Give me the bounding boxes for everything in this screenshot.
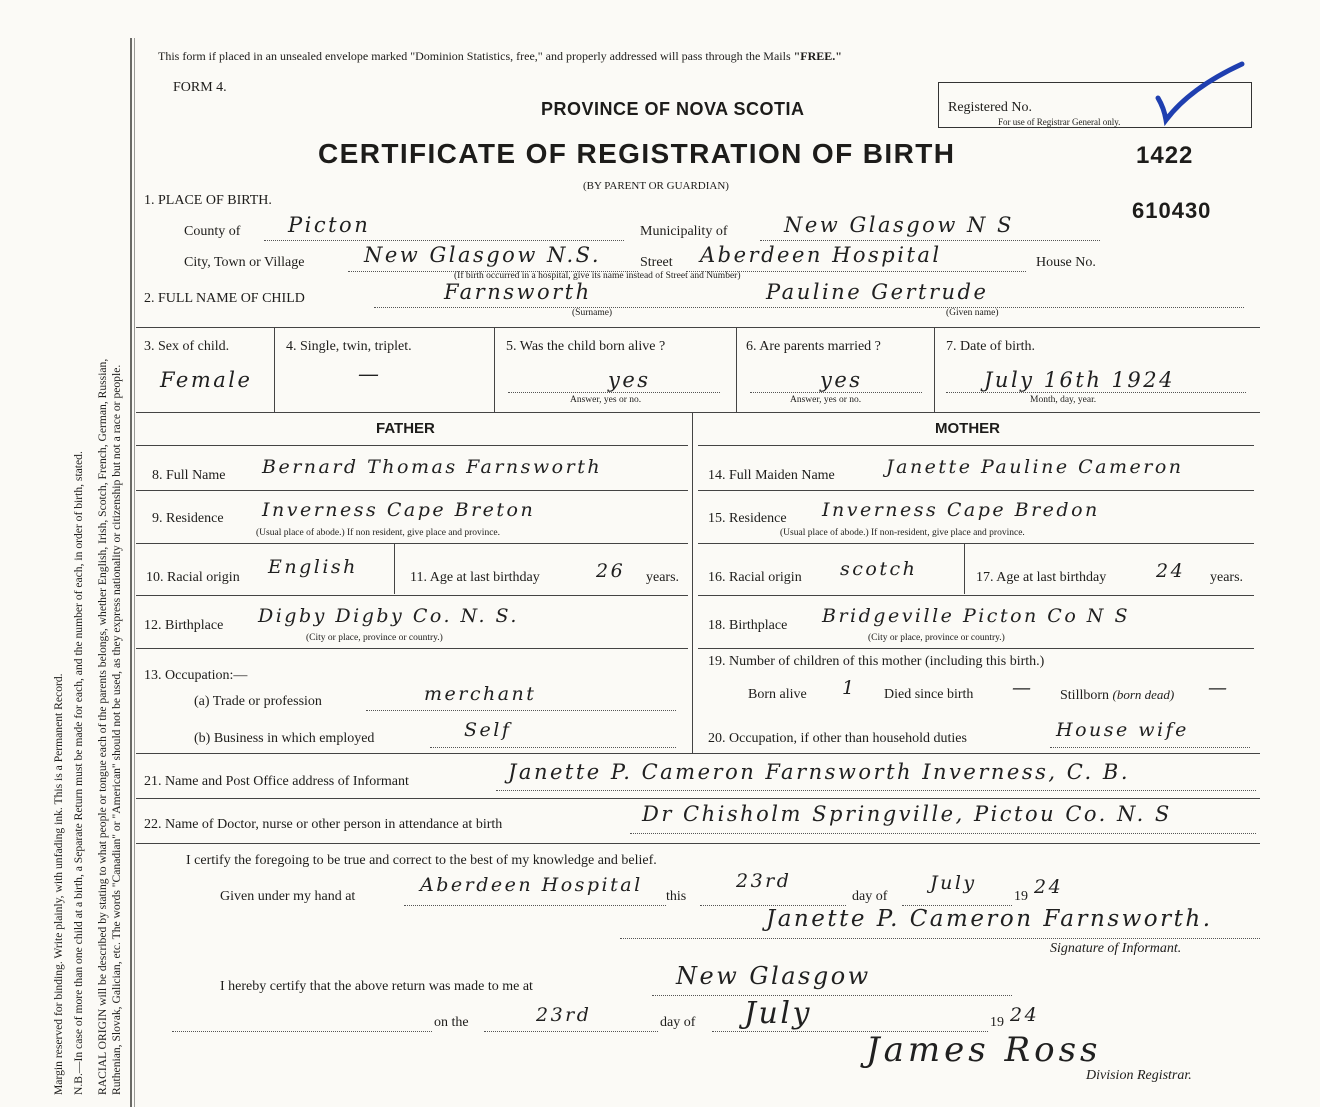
col-sep-1 xyxy=(274,328,275,412)
given-year-prefix: 19 xyxy=(1014,889,1028,904)
doctor-value: Dr Chisholm Springville, Pictou Co. N. S xyxy=(642,802,1172,826)
registrar-day-value: 23rd xyxy=(536,1004,592,1026)
multiple-birth-value: — xyxy=(358,362,382,386)
mother-residence-note: (Usual place of abode.) If non-resident, give place and province. xyxy=(780,528,1025,538)
parent-divider xyxy=(692,413,693,753)
surname-note: (Surname) xyxy=(572,308,613,318)
died-since-birth-value: — xyxy=(1012,677,1034,699)
doctor-label: 22. Name of Doctor, nurse or other person in attendance at birth xyxy=(144,817,503,832)
child-given-name: Pauline Gertrude xyxy=(766,280,989,304)
mother-occupation-value: House wife xyxy=(1056,719,1189,741)
mother-row-rule-1 xyxy=(698,490,1254,491)
mother-header-rule xyxy=(698,445,1254,446)
informant-value: Janette P. Cameron Farnsworth Inverness, C. B. xyxy=(508,760,1130,784)
father-age-years: years. xyxy=(646,570,680,585)
county-label: County of xyxy=(184,224,241,239)
mother-residence-value: Inverness Cape Bredon xyxy=(822,499,1100,521)
binding-margin xyxy=(0,0,132,1107)
given-day-value: 23rd xyxy=(736,870,792,892)
stamp-number-1: 1422 xyxy=(1136,142,1194,169)
father-trade-line xyxy=(366,710,676,711)
father-trade-label: (a) Trade or profession xyxy=(194,694,322,709)
sex-label: 3. Sex of child. xyxy=(144,339,230,354)
doctor-line xyxy=(630,833,1256,834)
certificate-subtitle: (BY PARENT OR GUARDIAN) xyxy=(583,180,729,192)
child-surname: Farnsworth xyxy=(444,280,592,304)
registrar-year-value: 24 xyxy=(1010,1004,1040,1026)
informant-signature-line xyxy=(620,938,1260,939)
registrar-lead-line xyxy=(172,1031,432,1032)
registrar-year-prefix: 19 xyxy=(990,1015,1004,1030)
mother-age-sep xyxy=(964,544,965,594)
given-year-value: 24 xyxy=(1034,876,1064,898)
division-registrar-label: Division Registrar. xyxy=(1086,1068,1192,1083)
father-business-line xyxy=(430,747,676,748)
registrar-certify-text: I hereby certify that the above return was made to me at xyxy=(220,979,533,994)
mother-occupation-label: 20. Occupation, if other than household duties xyxy=(708,731,967,746)
mother-children-label: 19. Number of children of this mother (including this birth.) xyxy=(708,654,1045,669)
stamp-number-2: 610430 xyxy=(1132,198,1212,223)
father-row-rule-2 xyxy=(136,543,688,544)
informant-line xyxy=(496,790,1256,791)
father-residence-note: (Usual place of abode.) If non resident, give place and province. xyxy=(256,528,500,538)
father-name-label: 8. Full Name xyxy=(152,468,226,483)
father-header-rule xyxy=(136,445,688,446)
mother-row-rule-3 xyxy=(698,595,1254,596)
on-the-label: on the xyxy=(434,1015,469,1030)
father-header: FATHER xyxy=(376,420,435,437)
born-alive-note: Answer, yes or no. xyxy=(570,395,642,405)
certificate-title: CERTIFICATE OF REGISTRATION OF BIRTH xyxy=(318,138,956,169)
mother-occupation-line xyxy=(1050,747,1250,748)
informant-signature-label: Signature of Informant. xyxy=(1050,941,1182,956)
father-trade-value: merchant xyxy=(424,683,537,705)
mother-name-label: 14. Full Maiden Name xyxy=(708,468,835,483)
parents-bottom-rule xyxy=(136,753,1260,754)
father-birthplace-value: Digby Digby Co. N. S. xyxy=(258,605,519,627)
born-alive-line xyxy=(508,392,720,393)
place-of-birth-section: 1. PLACE OF BIRTH. xyxy=(144,193,272,208)
margin-rule xyxy=(130,38,132,1107)
father-residence-label: 9. Residence xyxy=(152,511,224,526)
father-name-value: Bernard Thomas Farnsworth xyxy=(262,456,603,478)
mother-birthplace-value: Bridgeville Picton Co N S xyxy=(822,605,1130,627)
date-of-birth-value: July 16th 1924 xyxy=(984,368,1176,392)
informant-signature: Janette P. Cameron Farnsworth. xyxy=(766,906,1213,932)
father-birthplace-note: (City or place, province or country.) xyxy=(306,633,443,643)
father-age-sep xyxy=(394,544,395,594)
registrar-month-value: July xyxy=(744,996,812,1031)
mother-age-years: years. xyxy=(1210,570,1244,585)
mother-header: MOTHER xyxy=(935,420,1000,437)
father-row-rule-3 xyxy=(136,595,688,596)
registered-number-note: For use of Registrar General only. xyxy=(998,117,1121,127)
father-row-rule-4 xyxy=(136,648,688,649)
city-value: New Glasgow N.S. xyxy=(364,243,601,267)
col-sep-2 xyxy=(494,328,495,412)
date-of-birth-label: 7. Date of birth. xyxy=(946,339,1036,354)
stillborn-value: — xyxy=(1208,677,1230,699)
given-day-of-label: day of xyxy=(852,889,888,904)
municipality-value: New Glasgow N S xyxy=(784,213,1014,237)
informant-rule xyxy=(136,798,1260,799)
born-alive-count-label: Born alive xyxy=(748,687,807,702)
date-of-birth-note: Month, day, year. xyxy=(1030,395,1097,405)
street-note: (If birth occurred in a hospital, give its name instead of Street and Number) xyxy=(454,271,741,281)
born-alive-value: yes xyxy=(608,368,651,392)
mother-racial-label: 16. Racial origin xyxy=(708,570,802,585)
row-divider-bottom xyxy=(136,412,1260,413)
certification-text: I certify the foregoing to be true and correct to the best of my knowledge and belief. xyxy=(186,853,657,868)
county-value: Picton xyxy=(288,213,371,237)
given-this-label: this xyxy=(666,889,687,904)
stillborn-label: Stillborn (born dead) xyxy=(1060,687,1175,703)
given-place-value: Aberdeen Hospital xyxy=(420,874,643,896)
municipality-line xyxy=(760,240,1100,241)
parents-married-value: yes xyxy=(820,368,863,392)
father-occupation-label: 13. Occupation:— xyxy=(144,668,248,683)
father-racial-value: English xyxy=(268,556,358,578)
margin-rule-inner xyxy=(134,38,135,1107)
father-racial-label: 10. Racial origin xyxy=(146,570,240,585)
municipality-label: Municipality of xyxy=(640,224,728,239)
died-since-birth-label: Died since birth xyxy=(884,687,974,702)
registrar-day-line xyxy=(484,1031,658,1032)
mother-residence-label: 15. Residence xyxy=(708,511,787,526)
registered-number-label: Registered No. xyxy=(948,100,1032,115)
informant-label: 21. Name and Post Office address of Informant xyxy=(144,774,409,789)
parents-married-label: 6. Are parents married ? xyxy=(746,339,881,354)
margin-note-racial-origin-cont: Ruthenian, Slovak, Galician, etc. The words "Canadian" or "American" should not be used, as they express nationality or citizenship but not a race or people. xyxy=(110,364,123,1095)
mother-row-rule-2 xyxy=(698,543,1254,544)
street-label: Street xyxy=(640,255,673,270)
mother-age-value: 24 xyxy=(1156,560,1186,582)
sex-value: Female xyxy=(160,368,253,392)
multiple-birth-label: 4. Single, twin, triplet. xyxy=(286,339,412,354)
county-line xyxy=(264,240,624,241)
province-heading: PROVINCE OF NOVA SCOTIA xyxy=(541,99,805,119)
mother-birthplace-note: (City or place, province or country.) xyxy=(868,633,1005,643)
given-month-value: July xyxy=(930,872,977,894)
mother-name-value: Janette Pauline Cameron xyxy=(886,456,1184,478)
father-age-value: 26 xyxy=(596,560,626,582)
father-birthplace-label: 12. Birthplace xyxy=(144,618,224,633)
house-number-label: House No. xyxy=(1036,255,1096,270)
row-divider-top xyxy=(136,327,1260,328)
father-row-rule-1 xyxy=(136,490,688,491)
mother-row-rule-4 xyxy=(698,648,1254,649)
col-sep-3 xyxy=(736,328,737,412)
parents-married-line xyxy=(750,392,922,393)
child-name-line xyxy=(374,307,1244,308)
father-residence-value: Inverness Cape Breton xyxy=(262,499,536,521)
city-label: City, Town or Village xyxy=(184,255,305,270)
mail-notice: This form if placed in an unsealed envelope marked "Dominion Statistics, free," and properly addressed will pass through the Mails "FREE." xyxy=(158,49,842,63)
registrar-day-of-label: day of xyxy=(660,1015,696,1030)
born-alive-label: 5. Was the child born alive ? xyxy=(506,339,666,354)
registrar-place-line xyxy=(652,995,1012,996)
father-business-value: Self xyxy=(464,719,512,741)
registrar-place-value: New Glasgow xyxy=(676,962,871,990)
checkmark-icon xyxy=(1150,60,1250,130)
street-value: Aberdeen Hospital xyxy=(700,243,942,267)
born-alive-count-value: 1 xyxy=(842,677,857,699)
given-place-line xyxy=(404,905,666,906)
margin-note-racial-origin: RACIAL ORIGIN will be described by stating to what people or tongue each of the parents belongs, whether English, Irish, Scotch, French, German, Russian, xyxy=(96,358,109,1095)
mother-birthplace-label: 18. Birthplace xyxy=(708,618,788,633)
form-number: FORM 4. xyxy=(173,80,227,95)
given-under-hand-label: Given under my hand at xyxy=(220,889,356,904)
margin-note-binding: Margin reserved for binding. Write plainly, with unfading ink. This is a Permanent Record. xyxy=(52,673,65,1095)
parents-married-note: Answer, yes or no. xyxy=(790,395,862,405)
given-name-note: (Given name) xyxy=(946,308,999,318)
mother-age-label: 17. Age at last birthday xyxy=(976,570,1107,585)
mother-racial-value: scotch xyxy=(840,558,918,580)
father-business-label: (b) Business in which employed xyxy=(194,731,375,746)
registrar-signature: James Ross xyxy=(866,1030,1102,1070)
margin-note-multiple-births: N.B.—In case of more than one child at a birth, a Separate Return must be made for each, and the number of each, in order of birth, stated. xyxy=(72,451,85,1095)
col-sep-4 xyxy=(934,328,935,412)
date-of-birth-line xyxy=(946,392,1246,393)
doctor-rule xyxy=(136,843,1260,844)
father-age-label: 11. Age at last birthday xyxy=(410,570,540,585)
child-name-label: 2. FULL NAME OF CHILD xyxy=(144,291,305,306)
